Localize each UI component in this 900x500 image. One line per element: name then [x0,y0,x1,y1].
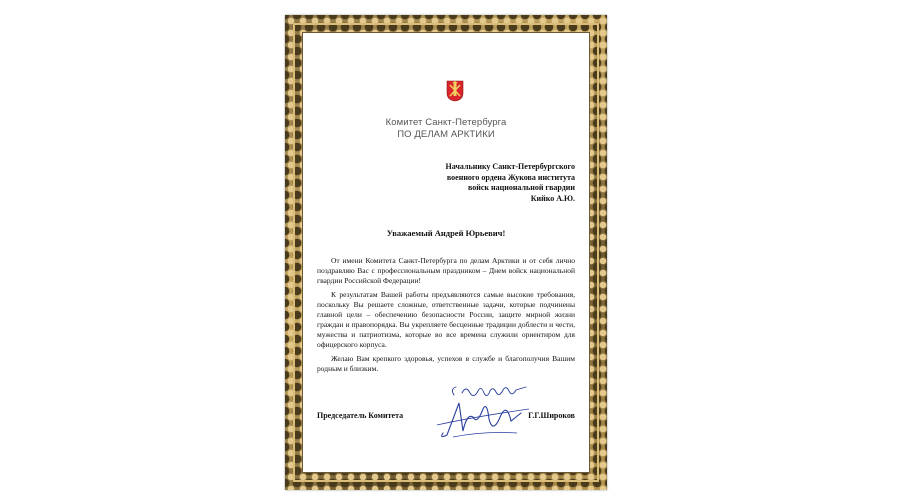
addressee-line: военного ордена Жукова института [446,172,575,182]
coat-of-arms-icon [446,80,464,102]
body-paragraph: К результатам Вашей работы предъявляются самые высокие требования, поскольку Вы решаете сложные, ответственные задачи, которые подчинены главной цели – обеспечению безопасности России, защите мирной жизни граждан и правопорядка. Вы укрепляете бесценные традиции доблести и чести, мужества и патриотизма, которые во все времена служили ориентиром для офицерского корпуса. [317,290,575,349]
salutation: Уважаемый Андрей Юрьевич! [386,228,506,238]
ornamental-frame [285,15,607,490]
signatory-title: Председатель Комитета [317,411,404,420]
addressee-line: Кийко А.Ю. [530,193,575,203]
addressee-block [446,162,575,204]
signatory-name: Г.Г.Широков [528,411,575,420]
organization-name: Комитет Санкт-Петербурга [385,117,507,128]
signature-image [433,395,533,441]
body-paragraph: От имени Комитета Санкт-Петербурга по делам Арктики и от себя лично поздравляю Вас с профессиональным праздником – Днем войск национальной гвардии Российской Федерации! [317,256,575,285]
addressee-line: Начальнику Санкт-Петербургского [445,162,575,171]
addressee-line: войск национальной гвардии [467,183,575,192]
letter-body [317,256,575,378]
letter-sheet [302,32,590,473]
organization-subtitle: ПО ДЕЛАМ АРКТИКИ [397,129,495,140]
body-paragraph: Желаю Вам крепкого здоровья, успехов в службе и благополучия Вашим родным и близким. [317,354,575,373]
